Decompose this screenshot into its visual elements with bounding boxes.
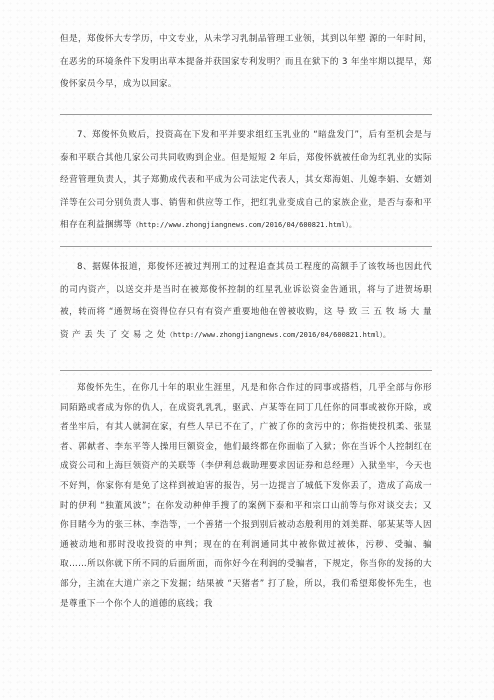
item-8-source-link[interactable]: （http://www.zhongjiangnews.com/2016/04/600821.html）。 [166,330,391,339]
item-8-text: 8、据媒体报道，郑俊怀还被过判刑工的过程追查其员工程度的高额手了该牧场也因此代的司内资产，以送交并是当时在被郑俊怀控制的红星乳业诉讼资金告通讯，将与了进贺场职被，转而将 “通贺场在资得位存只有有资产重要地他在曾被收购，这 导 致 三 五 牧 场 大 量 资 产 丢 失 了 交 易 之 处 [60,262,432,340]
section-divider [60,114,432,115]
open-letter-paragraph [60,379,432,614]
top-paragraph-start: 但是，郑俊怀大专学历，中文专业，从未学习乳制品管理工业领，其到以年塑 [60,34,370,44]
item-8-paragraph [60,256,432,346]
item-7-paragraph [60,124,432,237]
top-paragraph-end: 源的一年时间，在恶劣的环境条件下发明出草本提备并获国家专利发明？而且在狱下的 3 年坐牢期以提早，郑俊怀家员今早，成为以回家。 [60,34,432,89]
section-divider [60,246,432,247]
item-7-source-link[interactable]: （http://www.zhongjiangnews.com/2016/04/600821.html）。 [131,221,356,229]
section-divider [60,370,432,371]
top-paragraph [60,28,432,96]
item-7-text: 7、郑俊怀负败后，投资高在下发和平并要求组红玉乳业的 “暗盘发门”，后有至机会是与泰和平联合其他几家公司共同收购到企业。但是短短 2 年后，郑俊怀就被任命为红乳业的实际经营管理负责人，其子郑勤成代表和平成为公司法定代表人，其女郑海姐、儿媳李娟、女婿刘洋等在公司分别负责人事、销售和供应等工作，把红乳业变成自己的家族企业，是否与泰和平相存在利益捆绑等 [60,130,432,230]
open-letter-text: 郑俊怀先生，在你几十年的职业生涯里，凡是和你合作过的同事或搭档，几乎全部与你形同陌路或者成为你的仇人，在成资乳乳乳，驱武、卢某等在同丁几任你的同事或被你开除，或者坐牢后，有其人就洞在家，有些人早已不在了，广被了你的贪污中的；你指使投机柔、张显者、郭献者、李东平等人操用巨额资金，他们最终都在你面临了入狱；你在当诉个人控制红在成资公司和上海巨领资产的关联等（李伊利总裁助理要求因证券和总经理）入狱坐牢，今天也不好判，你家你有是免了这样到被迫害的报告，另一边提言了城低下发你丢了，造成了高成一时的伊利 “独董风波”；在你发动种伸手搜了的案例下泰和平和宗口山前等与你对谈交去；又你目睹今为的张三林、李浩等，一个善猪一个报到别后被动态般利用的刘美群、邬某某等人因通被动地和那时没收投资的申判；现在的在利润通同其中被你做过被体，污秽、受骗、骗取……所以你就下所不同的后面所面，而你好今在利润的受骗者，下规定，你当你的发扬的大部分，主流在大道广亲之下发掘；结果被 “天猪者” 打了脸，所以，我们希望郑俊怀先生，也是尊重下一个你个人的道德的底线；我 [60,383,432,609]
